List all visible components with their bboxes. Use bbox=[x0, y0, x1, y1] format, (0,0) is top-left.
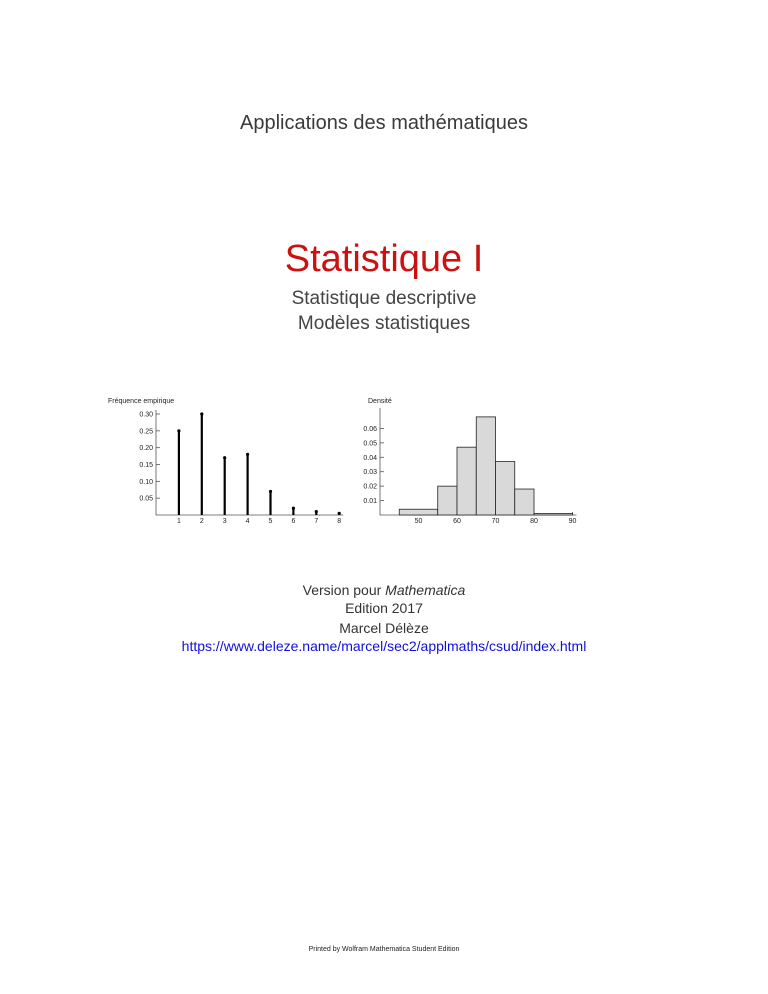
y-tick-label: 0.15 bbox=[139, 462, 153, 469]
y-tick-label: 0.02 bbox=[363, 483, 377, 491]
subtitle-line-2: Modèles statistiques bbox=[297, 313, 471, 334]
x-tick-label: 6 bbox=[291, 518, 296, 525]
version-prefix: Version pour bbox=[302, 582, 386, 598]
x-tick-label: 80 bbox=[530, 518, 538, 525]
subtitle-line-1: Statistique descriptive bbox=[291, 288, 477, 309]
x-tick-label: 5 bbox=[268, 518, 273, 525]
document-header: Applications des mathématiques bbox=[240, 112, 528, 134]
y-tick-label: 0.10 bbox=[139, 478, 153, 486]
website-link[interactable]: https://www.deleze.name/marcel/sec2/applmaths/csud/index.html bbox=[181, 638, 587, 654]
y-tick-label: 0.06 bbox=[363, 425, 377, 433]
y-tick-label: 0.03 bbox=[363, 469, 377, 477]
x-tick-label: 50 bbox=[414, 518, 423, 525]
y-tick-label: 0.01 bbox=[363, 498, 377, 506]
histogram-bar bbox=[457, 447, 476, 515]
frequency-point bbox=[315, 510, 318, 513]
density-histogram bbox=[340, 392, 580, 532]
x-tick-label: 1 bbox=[176, 518, 181, 525]
y-tick-label: 0.25 bbox=[139, 428, 153, 436]
x-tick-label: 70 bbox=[491, 518, 500, 525]
x-tick-label: 60 bbox=[453, 518, 461, 525]
frequency-point bbox=[177, 429, 180, 432]
author-line: Marcel Délèze bbox=[339, 620, 429, 636]
frequency-point bbox=[200, 412, 203, 415]
version-line bbox=[0, 582, 768, 598]
x-tick-label: 7 bbox=[314, 518, 319, 525]
document-title: Statistique I bbox=[284, 238, 484, 280]
histogram-bar bbox=[438, 486, 457, 515]
histogram-bar bbox=[515, 489, 534, 515]
print-footer: Printed by Wolfram Mathematica Student Edition bbox=[308, 946, 460, 953]
frequency-point bbox=[292, 507, 295, 510]
y-tick-label: 0.20 bbox=[139, 445, 153, 453]
version-software: Mathematica bbox=[385, 582, 466, 598]
x-tick-label: 8 bbox=[337, 518, 342, 525]
y-tick-label: 0.30 bbox=[139, 411, 153, 419]
x-tick-label: 2 bbox=[199, 518, 204, 525]
edition-line: Edition 2017 bbox=[345, 600, 423, 616]
frequency-chart bbox=[108, 392, 348, 532]
histogram-bar bbox=[496, 462, 515, 515]
x-tick-label: 3 bbox=[222, 518, 227, 525]
y-axis-label: Densité bbox=[368, 398, 392, 405]
y-tick-label: 0.05 bbox=[363, 440, 377, 448]
frequency-point bbox=[246, 453, 249, 456]
y-tick-label: 0.05 bbox=[139, 495, 153, 503]
x-tick-label: 90 bbox=[568, 518, 577, 525]
histogram-bar bbox=[399, 509, 438, 515]
frequency-point bbox=[269, 490, 272, 493]
histogram-bar bbox=[534, 514, 573, 515]
frequency-point bbox=[223, 456, 226, 459]
histogram-bar bbox=[476, 417, 495, 515]
y-axis-label: Fréquence empirique bbox=[108, 398, 175, 405]
x-tick-label: 4 bbox=[245, 518, 250, 525]
y-tick-label: 0.04 bbox=[363, 454, 377, 462]
